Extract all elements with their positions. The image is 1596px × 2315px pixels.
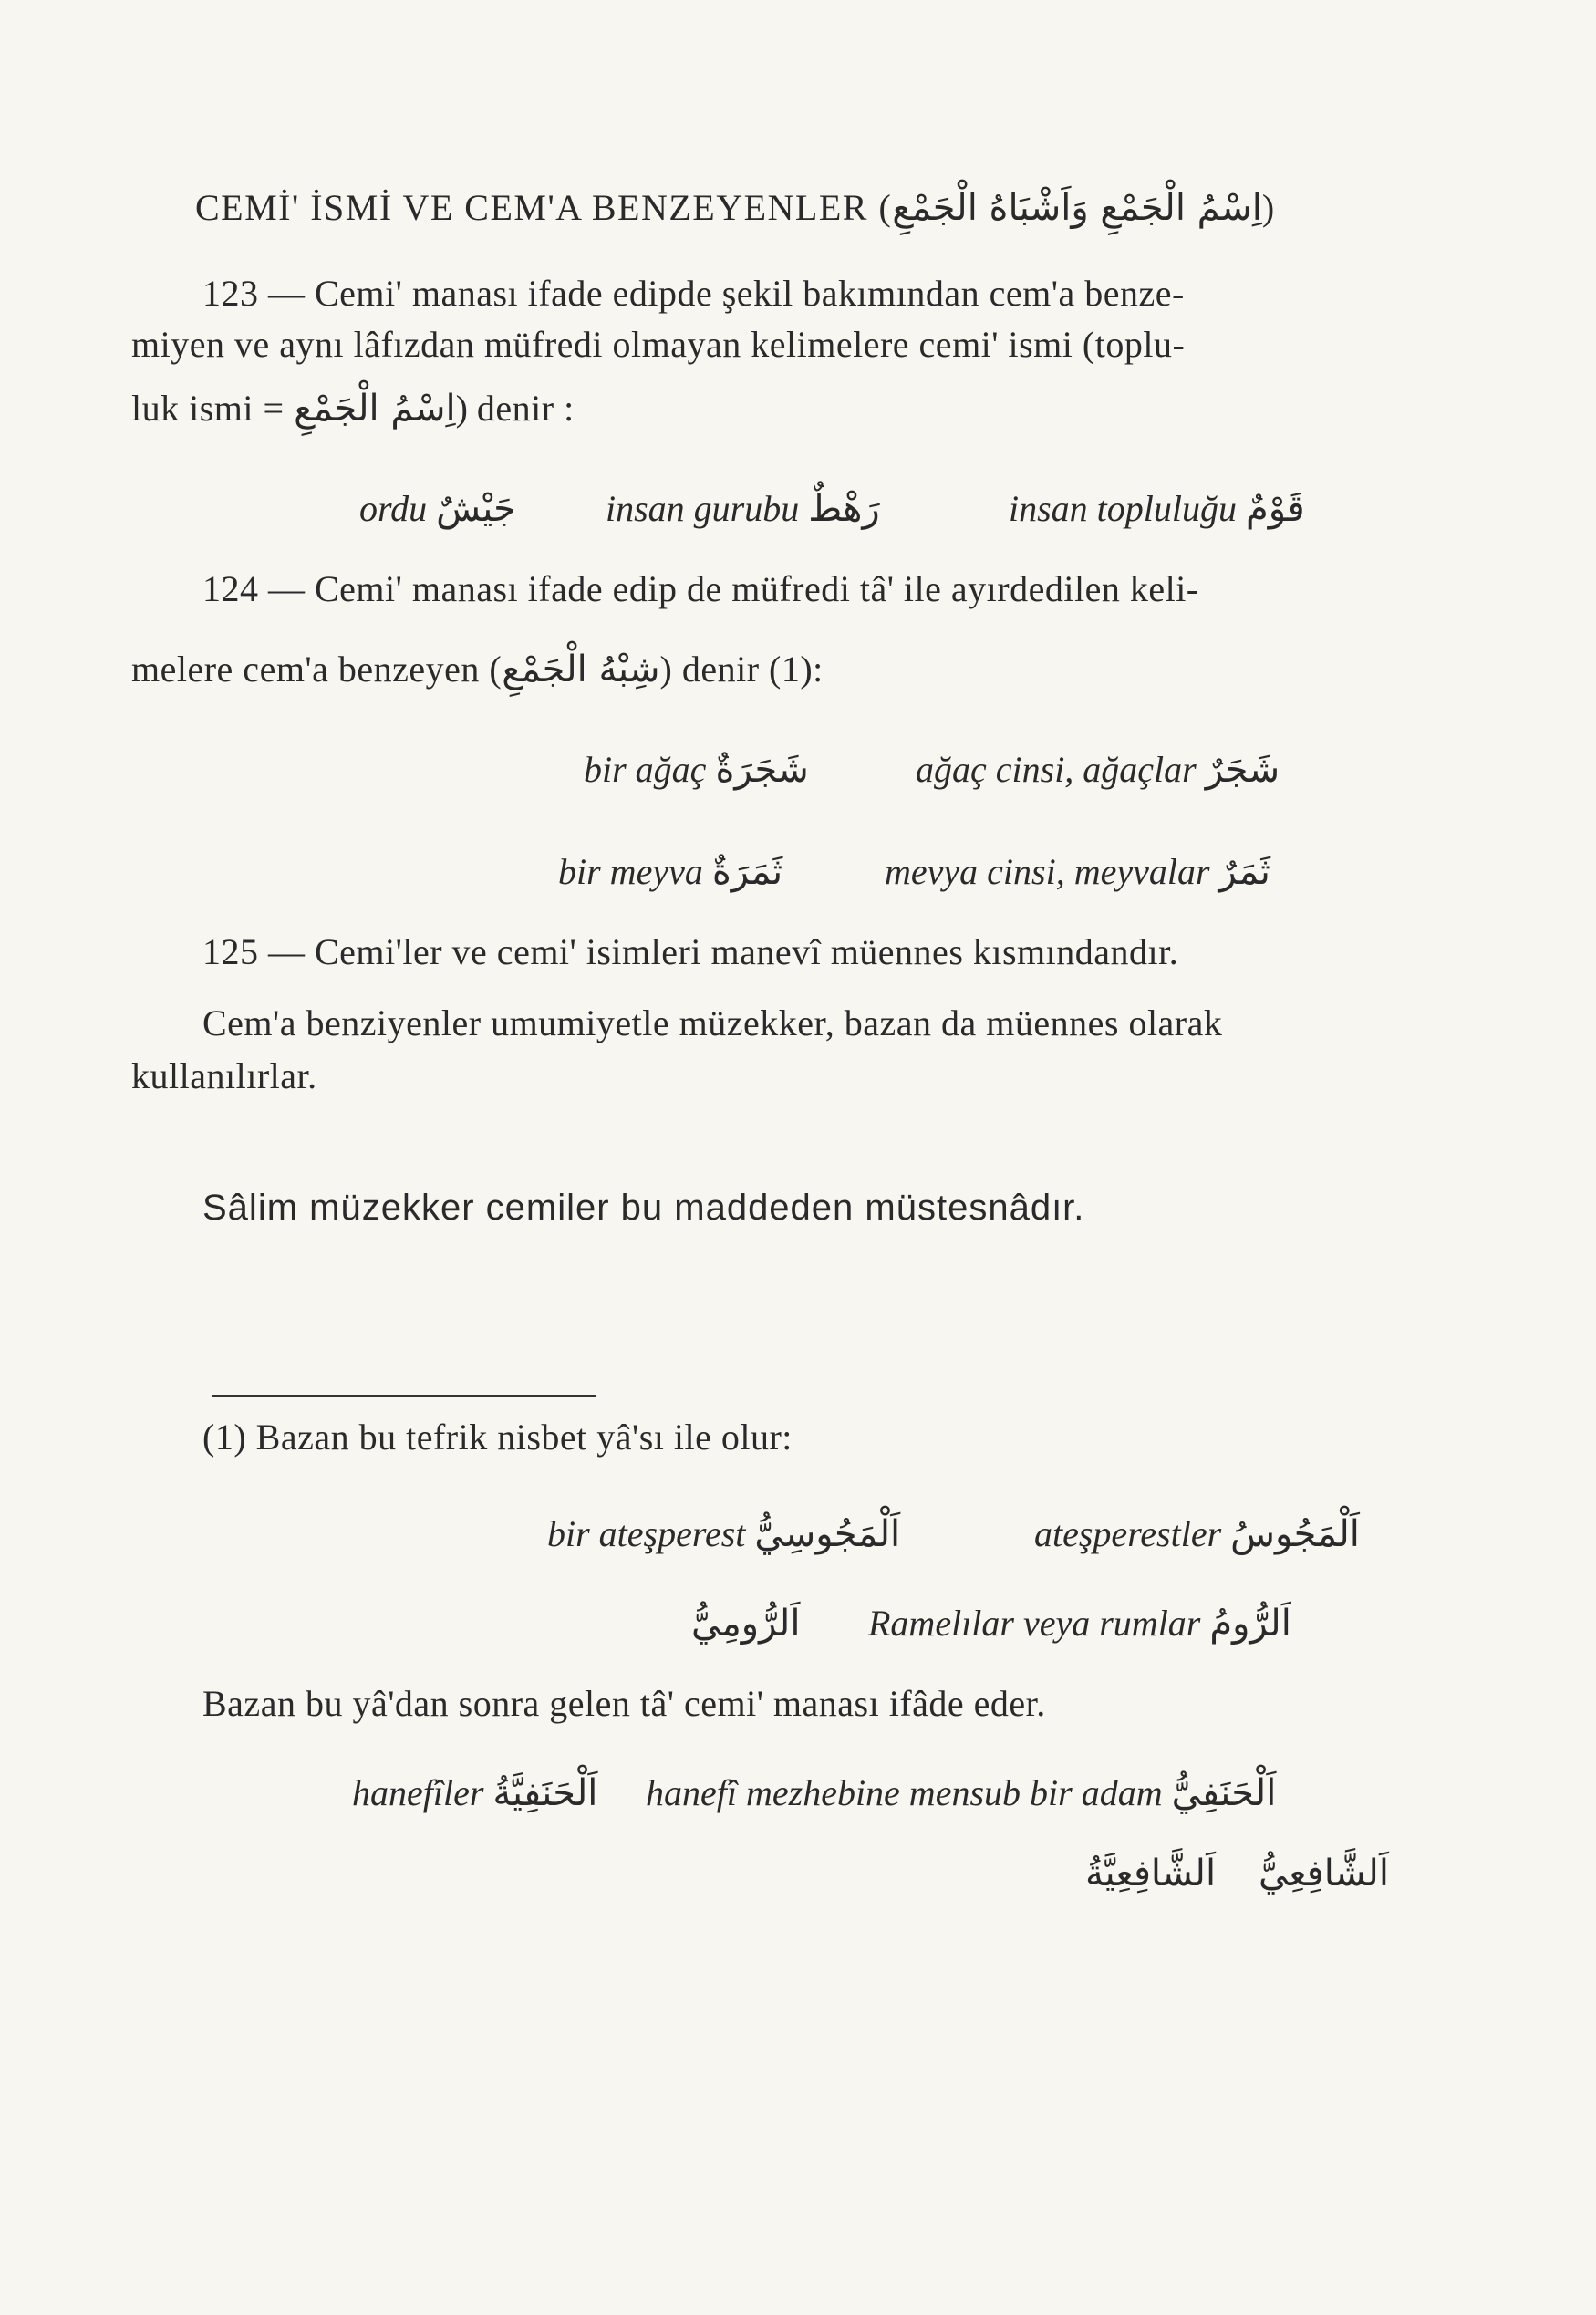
footnote-ex-hanefi: hanefî mezhebine mensub bir adam اَلْحَنَفِيُّ [646,1772,1277,1814]
heading-latin: CEMİ' İSMİ VE CEM'A BENZEYENLER [195,187,868,228]
footnote-line-1: (1) Bazan bu tefrik nisbet yâ'sı ile olur: [202,1417,793,1458]
footnote-ex-hanefiler: hanefîler اَلْحَنَفِيَّةُ [352,1772,598,1814]
example-agac: bir ağaç شَجَرَةٌ [584,749,809,791]
example-insan-toplulugu: insan topluluğu قَوْمٌ [1009,488,1305,530]
footnote-ex-safiiyye: اَلشَّافِعِيَّةُ [1085,1853,1217,1895]
para-123-line-2: miyen ve aynı lâfızdan müfredi olmayan kelimelere cemi' ismi (toplu- [131,324,1186,365]
footnote-ex-rumi: اَلرُّومِيُّ [691,1603,801,1645]
example-insan-gurubu: insan gurubu رَهْطٌ [606,488,880,530]
para-125-line-1: 125 — Cemi'ler ve cemi' isimleri manevî müennes kısmındandır. [202,931,1179,972]
footnote-ex-rumlar: Ramelılar veya rumlar اَلرُّومُ [868,1603,1291,1645]
example-meyva: bir meyva ثَمَرَةٌ [558,851,783,893]
footnote-ex-safii: اَلشَّافِعِيُّ [1259,1853,1389,1895]
example-agaclar: ağaç cinsi, ağaçlar شَجَرٌ [916,749,1280,791]
example-meyvalar: mevya cinsi, meyvalar ثَمَرٌ [885,851,1270,893]
footnote-rule [212,1395,596,1397]
footnote-line-2: Bazan bu yâ'dan sonra gelen tâ' cemi' manası ifâde eder. [202,1683,1046,1724]
para-123-line-3: luk ismi = اِسْمُ الْجَمْعِ) denir : [131,388,575,430]
section-heading: CEMİ' İSMİ VE CEM'A BENZEYENLER (اِسْمُ الْجَمْعِ وَاَشْبَاهُ الْجَمْعِ) [195,187,1276,229]
example-ordu: ordu جَيْشٌ [359,488,516,530]
para-cem-line-1: Cem'a benziyenler umumiyetle müzekker, bazan da müennes olarak [202,1002,1223,1043]
para-124-line-1: 124 — Cemi' manası ifade edip de müfredi tâ' ile ayırdedilen keli- [202,568,1199,609]
footnote-ex-atesperestler: ateşperestler اَلْمَجُوسُ [1034,1513,1360,1555]
heading-arabic: اِسْمُ الْجَمْعِ وَاَشْبَاهُ الْجَمْعِ [892,187,1262,229]
para-cem-line-2: kullanılırlar. [131,1055,317,1096]
para-124-line-2: melere cem'a benzeyen (شِبْهُ الْجَمْعِ) denir (1): [131,649,824,690]
salim-note: Sâlim müzekker cemiler bu maddeden müstesnâdır. [202,1188,1085,1228]
footnote-ex-atesperest: bir ateşperest اَلْمَجُوسِيُّ [547,1513,901,1555]
para-123-line-1: 123 — Cemi' manası ifade edipde şekil bakımından cem'a benze- [202,273,1185,314]
